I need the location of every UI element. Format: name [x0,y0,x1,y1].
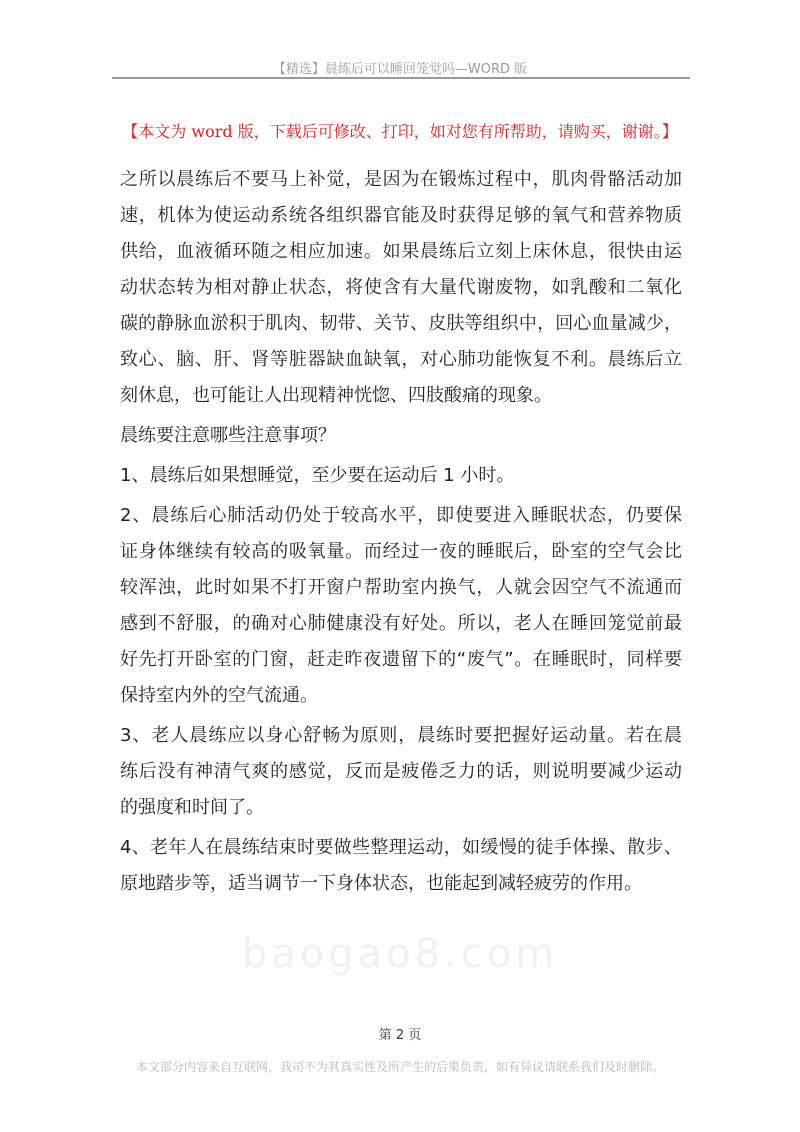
page-header-title: 【精选】晨练后可以睡回笼觉吗—WORD 版 [272,62,528,77]
text-line: 动状态转为相对静止状态，将使含有大量代谢废物，如乳酸和二氧化 [120,277,682,298]
text-line: 刻休息，也可能让人出现精神恍惚、四肢酸痛的现象。 [120,385,552,406]
text-line: 原地踏步等，适当调节一下身体状态，也能起到减轻疲劳的作用。 [120,873,642,894]
paragraph [120,162,682,414]
text-line: 的强度和时间了。 [120,797,264,818]
text-line: 之所以晨练后不要马上补觉，是因为在锻炼过程中，肌肉骨骼活动加 [120,169,682,190]
document-body [120,162,682,906]
text-line: 证身体继续有较高的吸氧量。而经过一夜的睡眠后，卧室的空气会比 [120,541,682,562]
page-number: 第 2 页 [378,1028,422,1043]
text-line: 好先打开卧室的门窗，赶走昨夜遗留下的“废气”。在睡眠时，同样要 [120,649,682,670]
text-line: 感到不舒服，的确对心肺健康没有好处。所以，老人在睡回笼觉前最 [120,613,682,634]
text-line: 晨练要注意哪些注意事项？ [120,425,336,446]
text-line: 保持室内外的空气流通。 [120,685,318,706]
text-line: 供给，血液循环随之相应加速。如果晨练后立刻上床休息，很快由运 [120,241,682,262]
paragraph [120,418,682,454]
text-line: 致心、脑、肝、肾等脏器缺血缺氧，对心肺功能恢复不利。晨练后立 [120,349,682,370]
text-line: 1、晨练后如果想睡觉，至少要在运动后 1 小时。 [120,465,515,486]
download-notice: 【本文为 word 版，下载后可修改、打印，如对您有所帮助，请购买，谢谢。】 [122,122,678,141]
text-line: 速，机体为使运动系统各组织器官能及时获得足够的氧气和营养物质 [120,205,682,226]
paragraph [120,718,682,826]
watermark: baogao8.com [241,931,559,977]
text-line: 4、老年人在晨练结束时要做些整理运动，如缓慢的徒手体操、散步、 [120,837,682,858]
footer-disclaimer: 本文部分内容来自互联网，我司不为其真实性及所产生的后果负责，如有异议请联系我们及时删除。 [135,1060,664,1074]
text-line: 练后没有神清气爽的感觉，反而是疲倦乏力的话，则说明要减少运动 [120,761,682,782]
header-divider [112,77,690,79]
paragraph [120,458,682,494]
text-line: 较浑浊，此时如果不打开窗户帮助室内换气，人就会因空气不流通而 [120,577,682,598]
text-line: 2、晨练后心肺活动仍处于较高水平，即使要进入睡眠状态，仍要保 [120,505,682,526]
text-line: 3、老人晨练应以身心舒畅为原则，晨练时要把握好运动量。若在晨 [120,725,682,746]
paragraph [120,498,682,714]
paragraph [120,830,682,902]
text-line: 碳的静脉血淤积于肌肉、韧带、关节、皮肤等组织中，回心血量减少， [120,313,682,334]
